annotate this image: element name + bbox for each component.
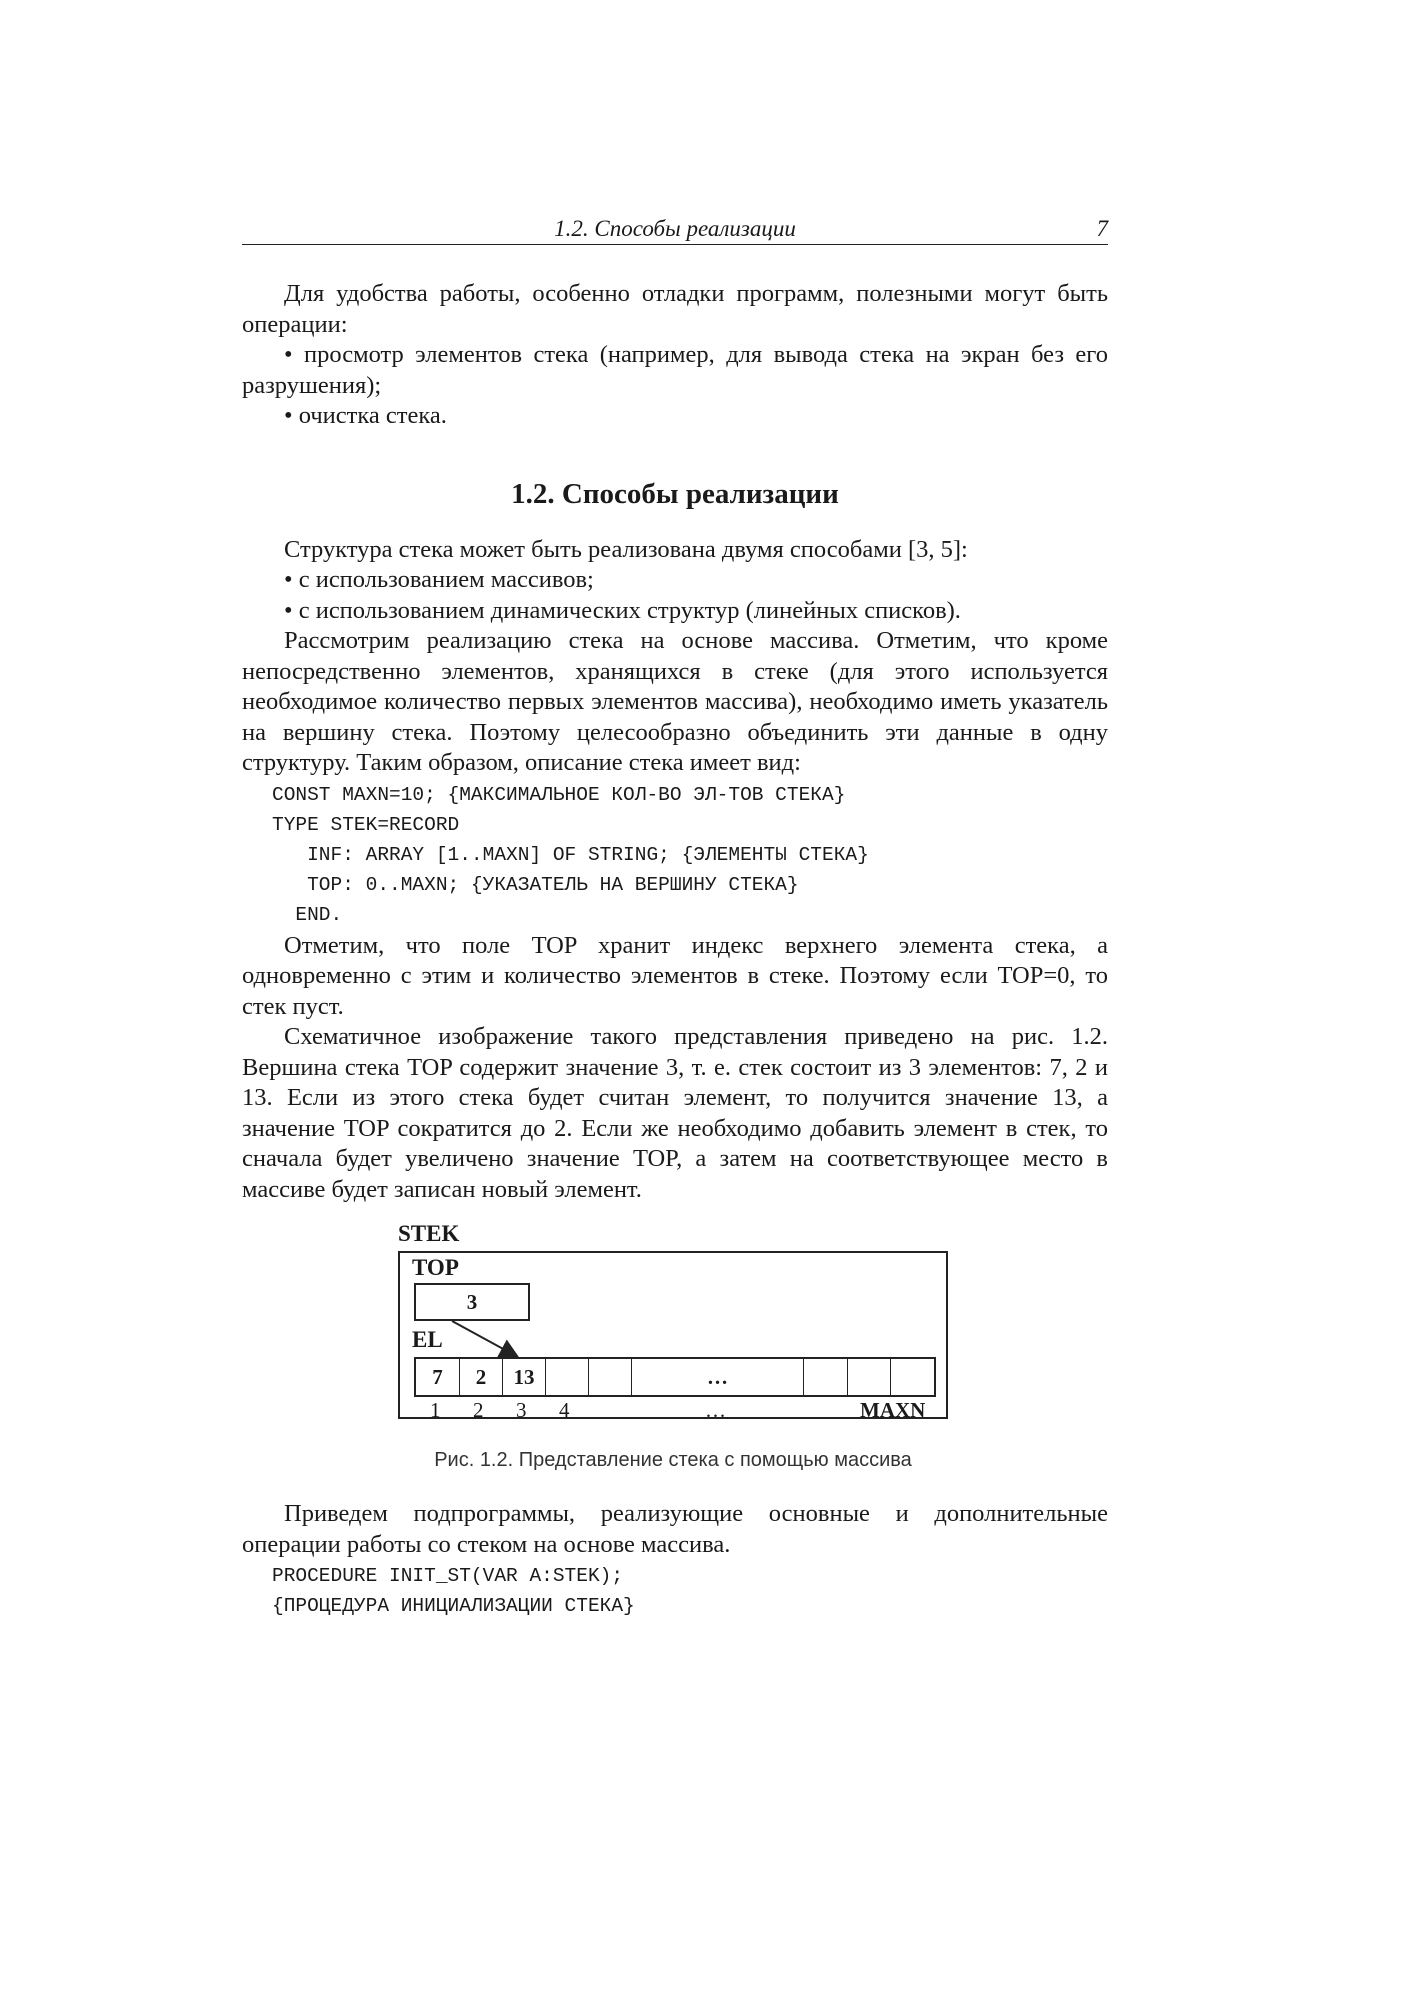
section-bullet: • с использованием динамических структур (линейных списков). xyxy=(284,596,961,624)
figure-frame xyxy=(398,1251,948,1422)
section-paragraph: Структура стека может быть реализована двумя способами [3, 5]: xyxy=(284,535,968,563)
stack-figure xyxy=(242,1221,1108,1485)
array-index: MAXN xyxy=(860,1398,926,1422)
section-paragraph: Отметим, что поле TOP хранит индекс верхнего элемента стека, а одновременно с этим и количество элементов в стеке. Поэтому если TOP=0, то стек пуст. xyxy=(242,931,1108,1020)
code-line: INF: ARRAY [1..MAXN] OF STRING; {ЭЛЕМЕНТЫ СТЕКА} xyxy=(272,843,869,866)
code-line: {ПРОЦЕДУРА ИНИЦИАЛИЗАЦИИ СТЕКА} xyxy=(272,1595,635,1617)
code-line: CONST MAXN=10; {МАКСИМАЛЬНОЕ КОЛ-ВО ЭЛ-ТОВ СТЕКА} xyxy=(272,783,846,806)
code-line: TOP: 0..MAXN; {УКАЗАТЕЛЬ НА ВЕРШИНУ СТЕКА} xyxy=(272,873,799,896)
array-cell: 7 xyxy=(416,1359,460,1395)
running-header xyxy=(242,212,1108,245)
page xyxy=(242,212,1108,1622)
array-index: 1 xyxy=(430,1398,441,1422)
array-index: 4 xyxy=(559,1398,570,1422)
array-index: … xyxy=(705,1398,726,1422)
top-value-box: 3 xyxy=(414,1283,530,1321)
array-cell: 13 xyxy=(503,1359,546,1395)
intro-bullet: • очистка стека. xyxy=(284,402,447,429)
section-paragraph: Рассмотрим реализацию стека на основе массива. Отметим, что кроме непосредственно элементов, хранящихся в стеке (для этого используется необходимое количество первых элементов массива), необходимо иметь указатель на вершину стека. Поэтому целесообразно объединить эти данные в одну структуру. Таким образом, описание стека имеет вид: xyxy=(242,627,1108,776)
array-cell xyxy=(848,1359,891,1395)
running-title: 1.2. Способы реализации xyxy=(554,216,796,241)
array-cell: 2 xyxy=(460,1359,503,1395)
code-line: PROCEDURE INIT_ST(VAR A:STEK); xyxy=(272,1565,624,1587)
closing-paragraph: Приведем подпрограммы, реализующие основные и дополнительные операции работы со стеком на основе массива. xyxy=(242,1500,1108,1558)
array-index: 3 xyxy=(516,1398,527,1422)
array-cell xyxy=(891,1359,934,1395)
section-heading: 1.2. Способы реализации xyxy=(511,477,839,510)
code-line: END. xyxy=(272,903,343,926)
section-bullet: • с использованием массивов; xyxy=(284,566,594,593)
el-array xyxy=(414,1357,936,1397)
el-label: EL xyxy=(412,1327,443,1352)
array-index: 2 xyxy=(473,1398,484,1422)
array-cell xyxy=(546,1359,589,1395)
top-label: TOP xyxy=(412,1255,459,1280)
section-paragraph: Схематичное изображение такого представления приведено на рис. 1.2. Вершина стека TOP содержит значение 3, т. е. стек состоит из 3 элементов: 7, 2 и 13. Если из этого стека будет считан элемент, то получится значение 13, а значение TOP сократится до 2. Если же необходимо добавить элемент в стек, то сначала будет увеличено значение TOP, а затем на соответствующее место в массиве будет записан новый элемент. xyxy=(242,1023,1108,1203)
intro-bullet: • просмотр элементов стека (например, для вывода стека на экран без его разрушения); xyxy=(242,341,1108,399)
figure-title: STEK xyxy=(398,1221,460,1246)
array-cell xyxy=(589,1359,632,1395)
array-cell: … xyxy=(632,1359,804,1395)
array-cell xyxy=(804,1359,848,1395)
code-line: TYPE STEK=RECORD xyxy=(272,813,460,836)
intro-paragraph: Для удобства работы, особенно отладки программ, полезными могут быть операции: xyxy=(242,280,1108,338)
figure-caption: Рис. 1.2. Представление стека с помощью массива xyxy=(434,1449,912,1471)
code-block xyxy=(242,781,1108,929)
page-number: 7 xyxy=(1096,216,1108,241)
code-block xyxy=(242,1562,1108,1620)
